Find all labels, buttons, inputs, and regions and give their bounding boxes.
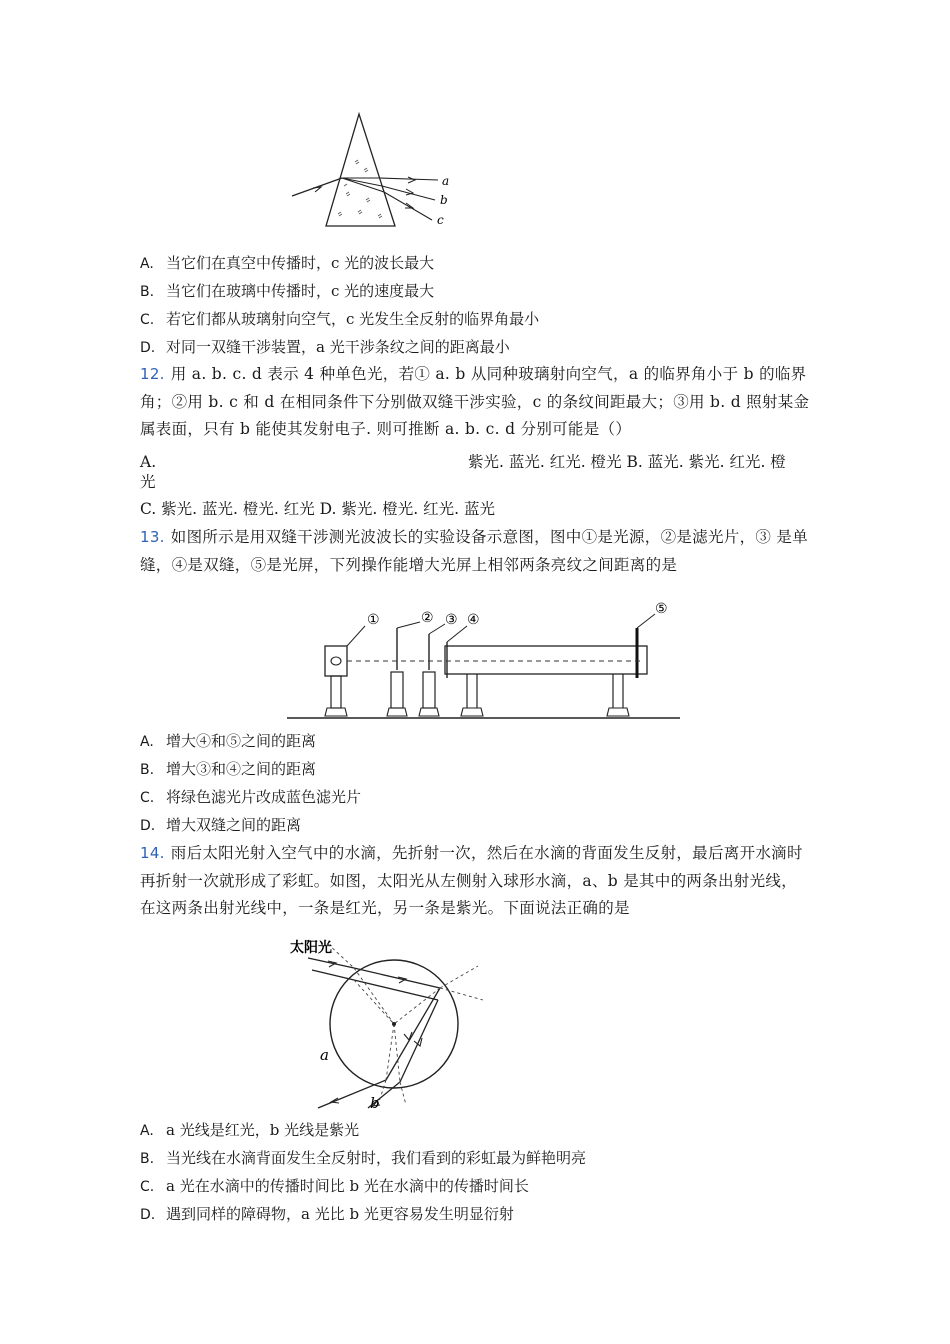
option-letter: A. [140, 734, 154, 750]
q12-options-cd: C. 紫光. 蓝光. 橙光. 红光 D. 紫光. 橙光. 红光. 蓝光 [140, 500, 495, 518]
option-letter: C. [140, 1179, 155, 1195]
option-text: 若它们都从玻璃射向空气，c 光发生全反射的临界角最小 [166, 310, 540, 328]
water-drop-figure [288, 930, 488, 1110]
q13-option-a [140, 731, 316, 752]
option-text: 当它们在真空中传播时，c 光的波长最大 [166, 254, 435, 272]
option-text: 对同一双缝干涉装置，a 光干涉条纹之间的距离最小 [166, 338, 510, 356]
drop-label-a: a [320, 1046, 329, 1064]
drop-label-b: b [370, 1094, 380, 1112]
question-stem: 如图所示是用双缝干涉测光波波长的实验设备示意图，图中①是光源，②是滤光片，③ 是单缝，④是双缝，⑤是光屏，下列操作能增大光屏上相邻两条亮纹之间距离的是 [140, 528, 808, 574]
option-letter: B. [140, 762, 155, 778]
question-12 [140, 361, 810, 444]
q12-option-a-letter: A. [140, 453, 157, 471]
option-text: 遇到同样的障碍物，a 光比 b 光更容易发生明显衍射 [166, 1205, 514, 1223]
option-text: 增大双缝之间的距离 [166, 816, 302, 834]
q12-options-ab-wrap: 光 [140, 473, 156, 491]
option-letter: D. [140, 340, 156, 356]
label-screen: ⑤ [655, 601, 668, 617]
option-letter: D. [140, 1207, 156, 1223]
prism-label-c: c [437, 213, 444, 227]
prism-label-b: b [440, 193, 448, 207]
label-single-slit: ③ [445, 612, 458, 628]
q13-option-d [140, 815, 301, 836]
q14-option-d [140, 1204, 514, 1225]
option-letter: D. [140, 818, 156, 834]
option-text: a 光在水滴中的传播时间比 b 光在水滴中的传播时间长 [166, 1177, 529, 1195]
q11-option-d [140, 337, 510, 358]
prism-diagram [280, 108, 470, 233]
option-letter: B. [140, 284, 155, 300]
option-text: a 光线是红光，b 光线是紫光 [166, 1121, 360, 1139]
q13-option-b [140, 759, 316, 780]
option-letter: A. [140, 256, 154, 272]
question-13 [140, 524, 810, 579]
label-filter: ② [421, 610, 434, 626]
q14-option-a [140, 1120, 359, 1141]
prism-figure [280, 108, 470, 233]
question-stem: 雨后太阳光射入空气中的水滴，先折射一次，然后在水滴的背面发生反射，最后离开水滴时再折射一次就形成了彩虹。如图，太阳光从左侧射入球形水滴，a、b 是其中的两条出射光线，在这两条出射光线中，一条是红光，另一条是紫光。下面说法正确的是 [140, 844, 803, 917]
question-number: 12. [140, 365, 165, 383]
option-letter: B. [140, 1151, 155, 1167]
option-text: 将绿色滤光片改成蓝色滤光片 [166, 788, 362, 806]
q11-option-c [140, 309, 539, 330]
question-14 [140, 840, 810, 923]
q14-option-c [140, 1176, 529, 1197]
option-text: 当它们在玻璃中传播时，c 光的速度最大 [166, 282, 435, 300]
water-drop-diagram [288, 930, 488, 1110]
double-slit-figure [285, 598, 685, 723]
q13-option-c [140, 787, 361, 808]
double-slit-diagram [285, 598, 685, 723]
option-letter: C. [140, 790, 155, 806]
option-text: 当光线在水滴背面发生全反射时，我们看到的彩虹最为鲜艳明亮 [166, 1149, 587, 1167]
option-letter: C. [140, 312, 155, 328]
q11-option-b [140, 281, 434, 302]
q14-option-b [140, 1148, 586, 1169]
question-number: 14. [140, 844, 165, 862]
option-text: 增大④和⑤之间的距离 [166, 732, 317, 750]
label-double-slit: ④ [467, 612, 480, 628]
prism-label-a: a [442, 174, 450, 188]
q11-option-a [140, 253, 434, 274]
question-number: 13. [140, 528, 165, 546]
label-light-source: ① [367, 612, 380, 628]
option-letter: A. [140, 1123, 154, 1139]
option-text: 增大③和④之间的距离 [166, 760, 317, 778]
question-stem: 用 a. b. c. d 表示 4 种单色光，若① a. b 从同种玻璃射向空气，a 的临界角小于 b 的临界角；②用 b. c 和 d 在相同条件下分别做双缝干涉实验，c 的条纹间距最大；③用 b. d 照射某金属表面，只有 b 能使其发射电子. 则可推断 a. b. c. d 分别可能是（） [140, 365, 810, 438]
sun-label: 太阳光 [290, 940, 332, 956]
q12-options-ab: 紫光. 蓝光. 红光. 橙光 B. 蓝光. 紫光. 红光. 橙 [468, 453, 786, 471]
